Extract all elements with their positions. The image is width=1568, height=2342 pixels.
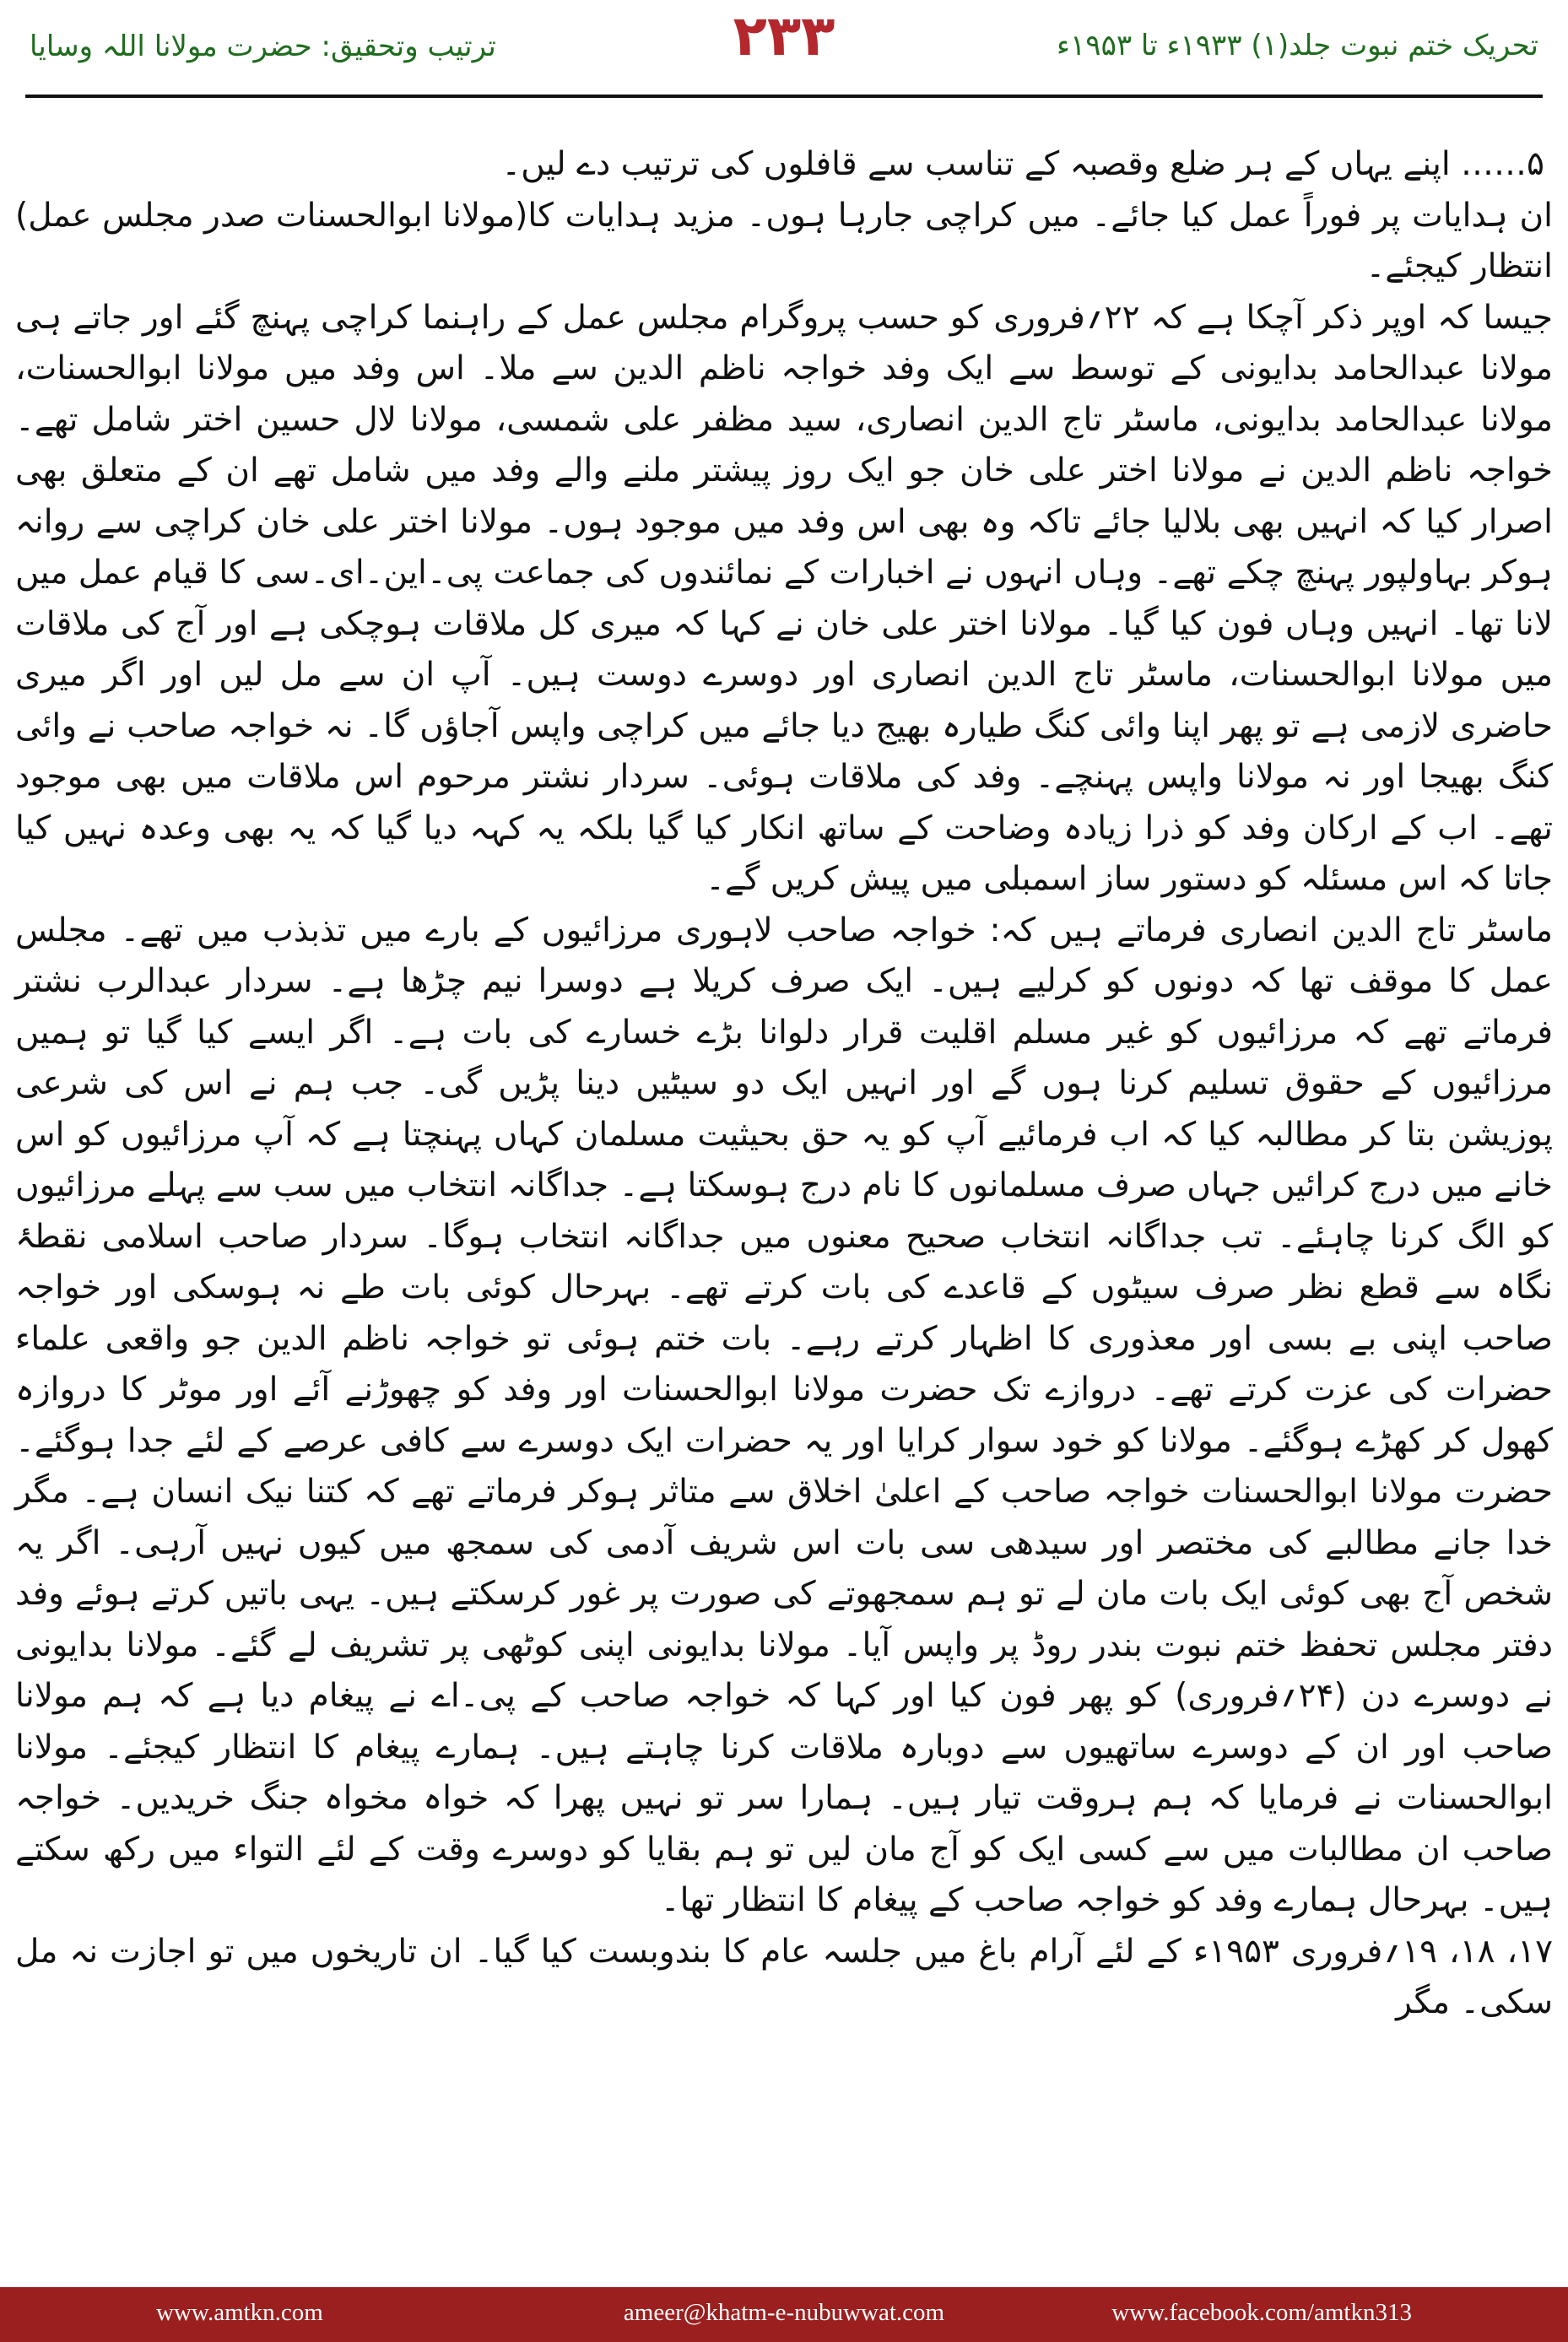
paragraph-3: ۱۷، ۱۸، ۱۹؍فروری ۱۹۵۳ء کے لئے آرام باغ میں جلسہ عام کا بندوبست کیا گیا۔ ان تاریخوں میں تو اجازت نہ مل سکی۔ مگر [15,1932,1554,2021]
paragraph-2: ماسٹر تاج الدین انصاری فرماتے ہیں کہ: خواجہ صاحب لاہوری مرزائیوں کے بارے میں تذبذب میں تھے۔ مجلس عمل کا موقف تھا کہ دونوں کو کرلیے ہیں۔ ایک صرف کریلا ہے دوسرا نیم چڑھا ہے۔ سردار عبدالرب نشتر فرماتے تھے کہ مرزائیوں کو غیر مسلم اقلیت قرار دلوانا بڑے خسارے کی بات ہے۔ اگر ایسے کیا گیا تو ہمیں مرزائیوں کے حقوق تسلیم کرنا ہوں گے اور انہیں ایک دو سیٹیں دینا پڑیں گی۔ جب ہم نے اس کی شرعی پوزیشن بتا کر مطالبہ کیا کہ اب فرمائیے آپ کو یہ حق بحیثیت مسلمان کہاں پہنچتا ہے کہ آپ مرزائیوں کو اس خانے میں درج کرائیں جہاں صرف مسلمانوں کا نام درج ہوسکتا ہے۔ جداگانہ انتخاب میں سب سے پہلے مرزائیوں کو الگ کرنا چاہئے۔ تب جداگانہ انتخاب صحیح معنوں میں جداگانہ انتخاب ہوگا۔ سردار صاحب اسلامی نقطۂ نگاہ سے قطع نظر صرف سیٹوں کے قاعدے کی بات کرتے تھے۔ بہرحال کوئی بات طے نہ ہوسکی اور خواجہ صاحب اپنی بے بسی اور معذوری کا اظہار کرتے رہے۔ بات ختم ہوئی تو خواجہ ناظم الدین جو واقعی علماء حضرات کی عزت کرتے تھے۔ دروازے تک حضرت مولانا ابوالحسنات اور وفد کو چھوڑنے آئے اور موٹر کا دروازہ کھول کر کھڑے ہوگئے۔ مولانا کو خود سوار کرایا اور یہ حضرات ایک دوسرے سے کافی عرصے کے لئے جدا ہوگئے۔ حضرت مولانا ابوالحسنات خواجہ صاحب کے اعلیٰ اخلاق سے متاثر ہوکر فرماتے تھے کہ کتنا نیک انسان ہے۔ مگر خدا جانے مطالبے کی مختصر اور سیدھی سی بات اس شریف آدمی کی سمجھ میں کیوں نہیں آرہی۔ اگر یہ شخص آج بھی کوئی ایک بات مان لے تو ہم سمجھوتے کی صورت پر غور کرسکتے ہیں۔ یہی باتیں کرتے ہوئے وفد دفتر مجلس تحفظ ختم نبوت بندر روڈ پر واپس آیا۔ مولانا بدایونی اپنی کوٹھی پر تشریف لے گئے۔ مولانا بدایونی نے دوسرے دن (۲۴؍فروری) کو پھر فون کیا اور کہا کہ خواجہ صاحب کے پی۔اے نے پیغام دیا ہے کہ ہم مولانا صاحب اور ان کے دوسرے ساتھیوں سے دوبارہ ملاقات کرنا چاہتے ہیں۔ ہمارے پیغام کا انتظار کیجئے۔ مولانا ابوالحسنات نے فرمایا کہ ہم ہروقت تیار ہیں۔ ہمارا سر تو نہیں پھرا کہ خواہ مخواہ جنگ خریدیں۔ خواجہ صاحب ان مطالبات میں سے کسی ایک کو آج مان لیں تو ہم بقایا کو دوسرے وقت کے لئے التواء میں رکھ سکتے ہیں۔ بہرحال ہمارے وفد کو خواجہ صاحب کے پیغام کا انتظار تھا۔ [15,911,1553,1919]
book-title: تحریک ختم نبوت جلد(۱) ۱۹۳۳ء تا ۱۹۵۳ء [1057,29,1538,62]
email-link[interactable]: ameer@khatm-e-nubuwwat.com [623,2299,945,2326]
page-body [15,139,1553,2029]
instruction-line [15,191,1553,293]
header-divider [25,95,1543,98]
page-footer [0,2287,1568,2342]
list-item-5: ۵…… اپنے یہاں کے ہر ضلع وقصبہ کے تناسب سے قافلوں کی ترتیب دے لیں۔ [501,145,1544,183]
website-link[interactable]: www.amtkn.com [156,2299,323,2326]
page-header [0,0,1568,101]
instruction-text: ان ہدایات پر فوراً عمل کیا جائے۔ میں کراچی جارہا ہوں۔ مزید ہدایات کا انتظار کیجئے۔ [527,196,1553,285]
page-number: ۲۳۳ [733,3,835,68]
signature: (مولانا ابوالحسنات صدر مجلس عمل) [15,196,528,235]
compiler-credit: ترتیب وتحقیق: حضرت مولانا اللہ وسایا [30,30,496,63]
paragraph-1: جیسا کہ اوپر ذکر آچکا ہے کہ ۲۲؍فروری کو حسب پروگرام مجلس عمل کے راہنما کراچی پہنچ گئے اور جاتے ہی مولانا عبدالحامد بدایونی کے توسط سے ایک وفد خواجہ ناظم الدین سے ملا۔ اس وفد میں مولانا ابوالحسنات، مولانا عبدالحامد بدایونی، ماسٹر تاج الدین انصاری، سید مظفر علی شمسی، مولانا لال حسین اختر شامل تھے۔ خواجہ ناظم الدین نے مولانا اختر علی خان جو ایک روز پیشتر ملنے والے وفد میں شامل تھے ان کے متعلق بھی اصرار کیا کہ انہیں بھی بلالیا جائے تاکہ وہ بھی اس وفد میں موجود ہوں۔ مولانا اختر علی خان کراچی سے روانہ ہوکر بہاولپور پہنچ چکے تھے۔ وہاں انہوں نے اخبارات کے نمائندوں کی جماعت پی۔این۔ای۔سی کا قیام عمل میں لانا تھا۔ انہیں وہاں فون کیا گیا۔ مولانا اختر علی خان نے کہا کہ میری کل ملاقات ہوچکی ہے اور آج کی ملاقات میں مولانا ابوالحسنات، ماسٹر تاج الدین انصاری اور دوسرے دوست ہیں۔ آپ ان سے مل لیں اور اگر میری حاضری لازمی ہے تو پھر اپنا وائی کنگ طیارہ بھیج دیا جائے میں کراچی واپس آجاؤں گا۔ نہ خواجہ صاحب نے وائی کنگ بھیجا اور نہ مولانا واپس پہنچے۔ وفد کی ملاقات ہوئی۔ سردار نشتر مرحوم اس ملاقات میں بھی موجود تھے۔ اب کے ارکان وفد کو ذرا زیادہ وضاحت کے ساتھ انکار کیا گیا بلکہ یہ کہہ دیا گیا کہ یہ بھی وعدہ نہیں کیا جاتا کہ اس مسئلہ کو دستور ساز اسمبلی میں پیش کریں گے۔ [15,298,1554,898]
facebook-link[interactable]: www.facebook.com/amtkn313 [1111,2299,1412,2326]
